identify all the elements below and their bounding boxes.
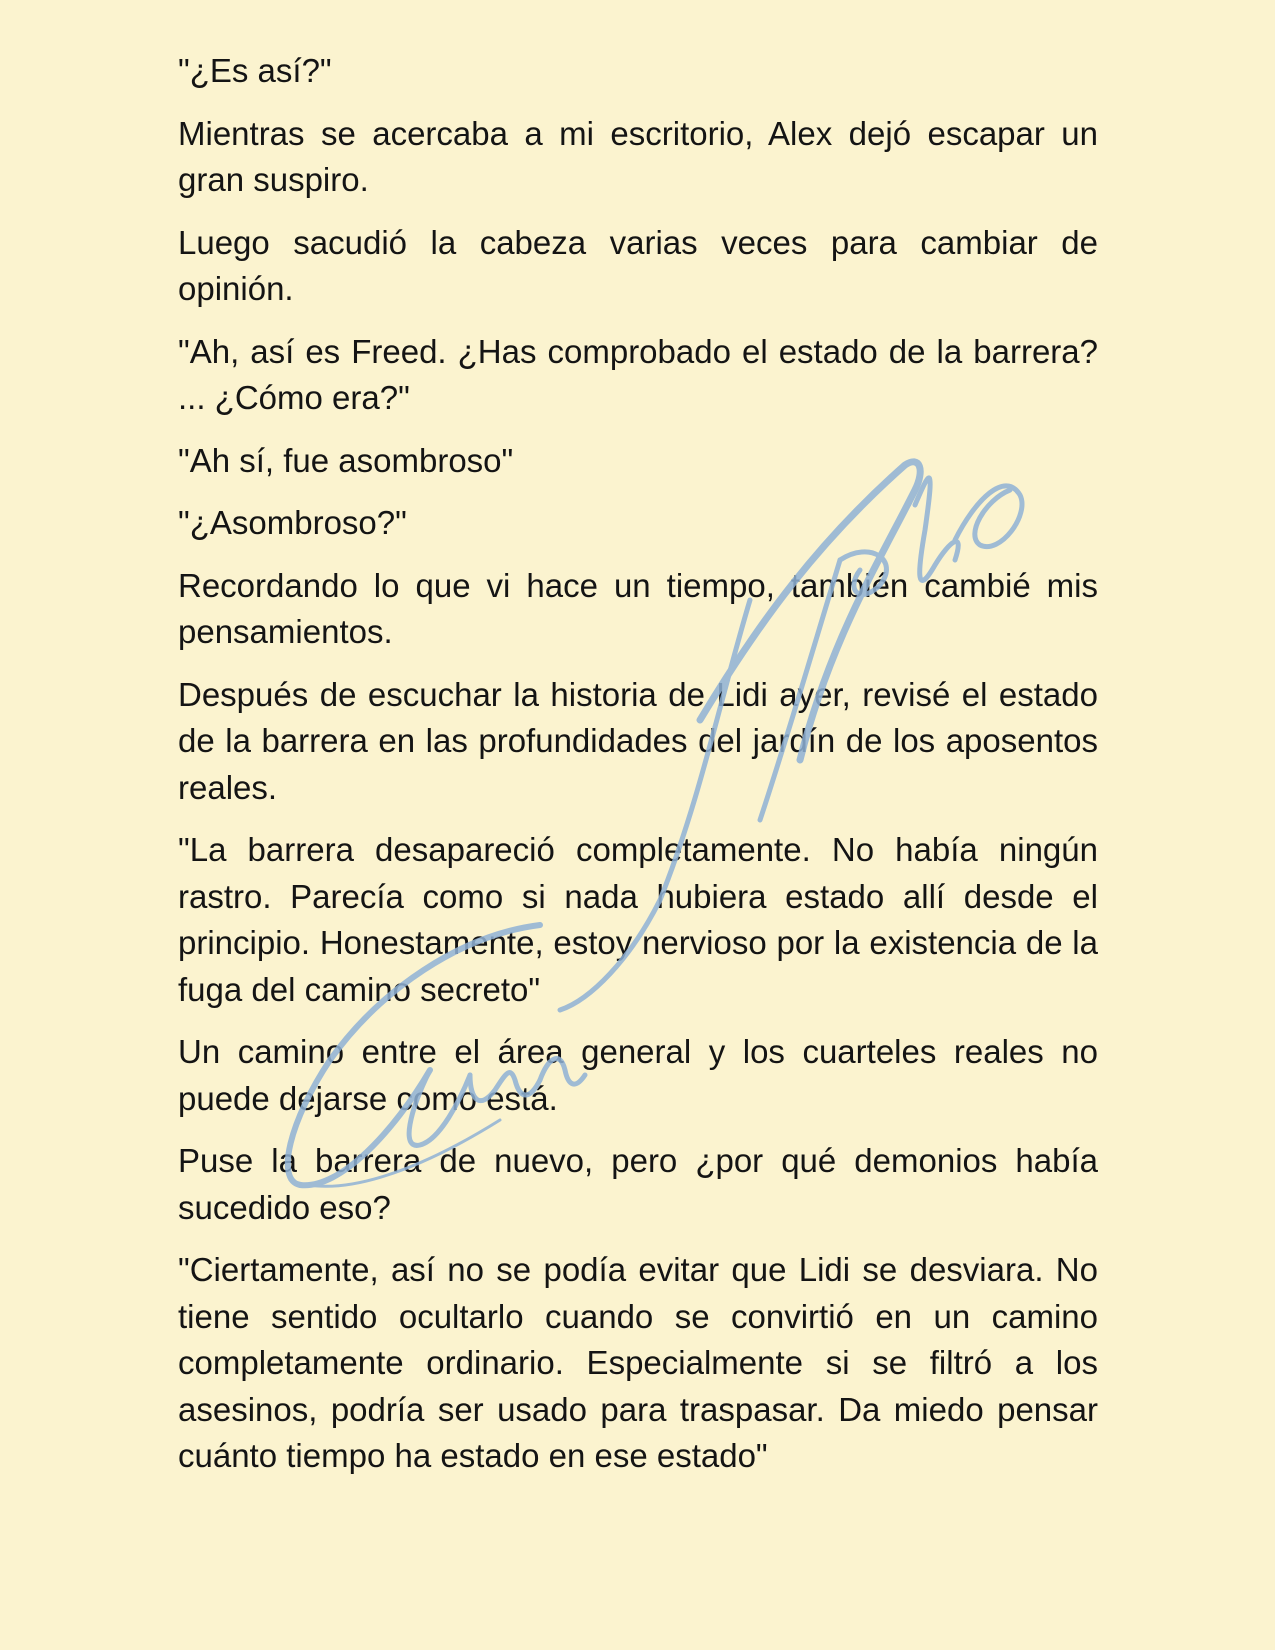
paragraph-7: Recordando lo que vi hace un tiempo, también cambié mis pensamientos. xyxy=(178,566,1098,650)
paragraph-2: Mientras se acercaba a mi escritorio, Alex dejó escapar un gran suspiro. xyxy=(178,114,1098,198)
paragraph-4: "Ah, así es Freed. ¿Has comprobado el estado de la barrera? ... ¿Cómo era?" xyxy=(178,332,1098,416)
paragraph-6: "¿Asombroso?" xyxy=(178,504,407,541)
paragraph-8: Después de escuchar la historia de Lidi ayer, revisé el estado de la barrera en las profundidades del jardín de los aposentos reales. xyxy=(178,675,1098,806)
text-column xyxy=(178,48,1098,1496)
paragraph-11: Puse la barrera de nuevo, pero ¿por qué demonios había sucedido eso? xyxy=(178,1142,1098,1226)
paragraph-9: "La barrera desapareció completamente. No había ningún rastro. Parecía como si nada hubiera estado allí desde el principio. Honestamente, estoy nervioso por la existencia de la fuga del camino secreto" xyxy=(178,831,1098,1008)
paragraph-5: "Ah sí, fue asombroso" xyxy=(178,441,514,479)
paragraph-3: Luego sacudió la cabeza varias veces para cambiar de opinión. xyxy=(178,223,1098,307)
paragraph-12: "Ciertamente, así no se podía evitar que Lidi se desviara. No tiene sentido ocultarlo cuando se convirtió en un camino completamente ordinario. Especialmente si se filtró a los asesinos, podría ser usado para traspasar. Da miedo pensar cuánto tiempo ha estado en ese estado" xyxy=(178,1251,1098,1474)
paragraph-1: "¿Es así?" xyxy=(178,52,332,89)
paragraph-10: Un camino entre el área general y los cuarteles reales no puede dejarse como está. xyxy=(178,1033,1098,1117)
